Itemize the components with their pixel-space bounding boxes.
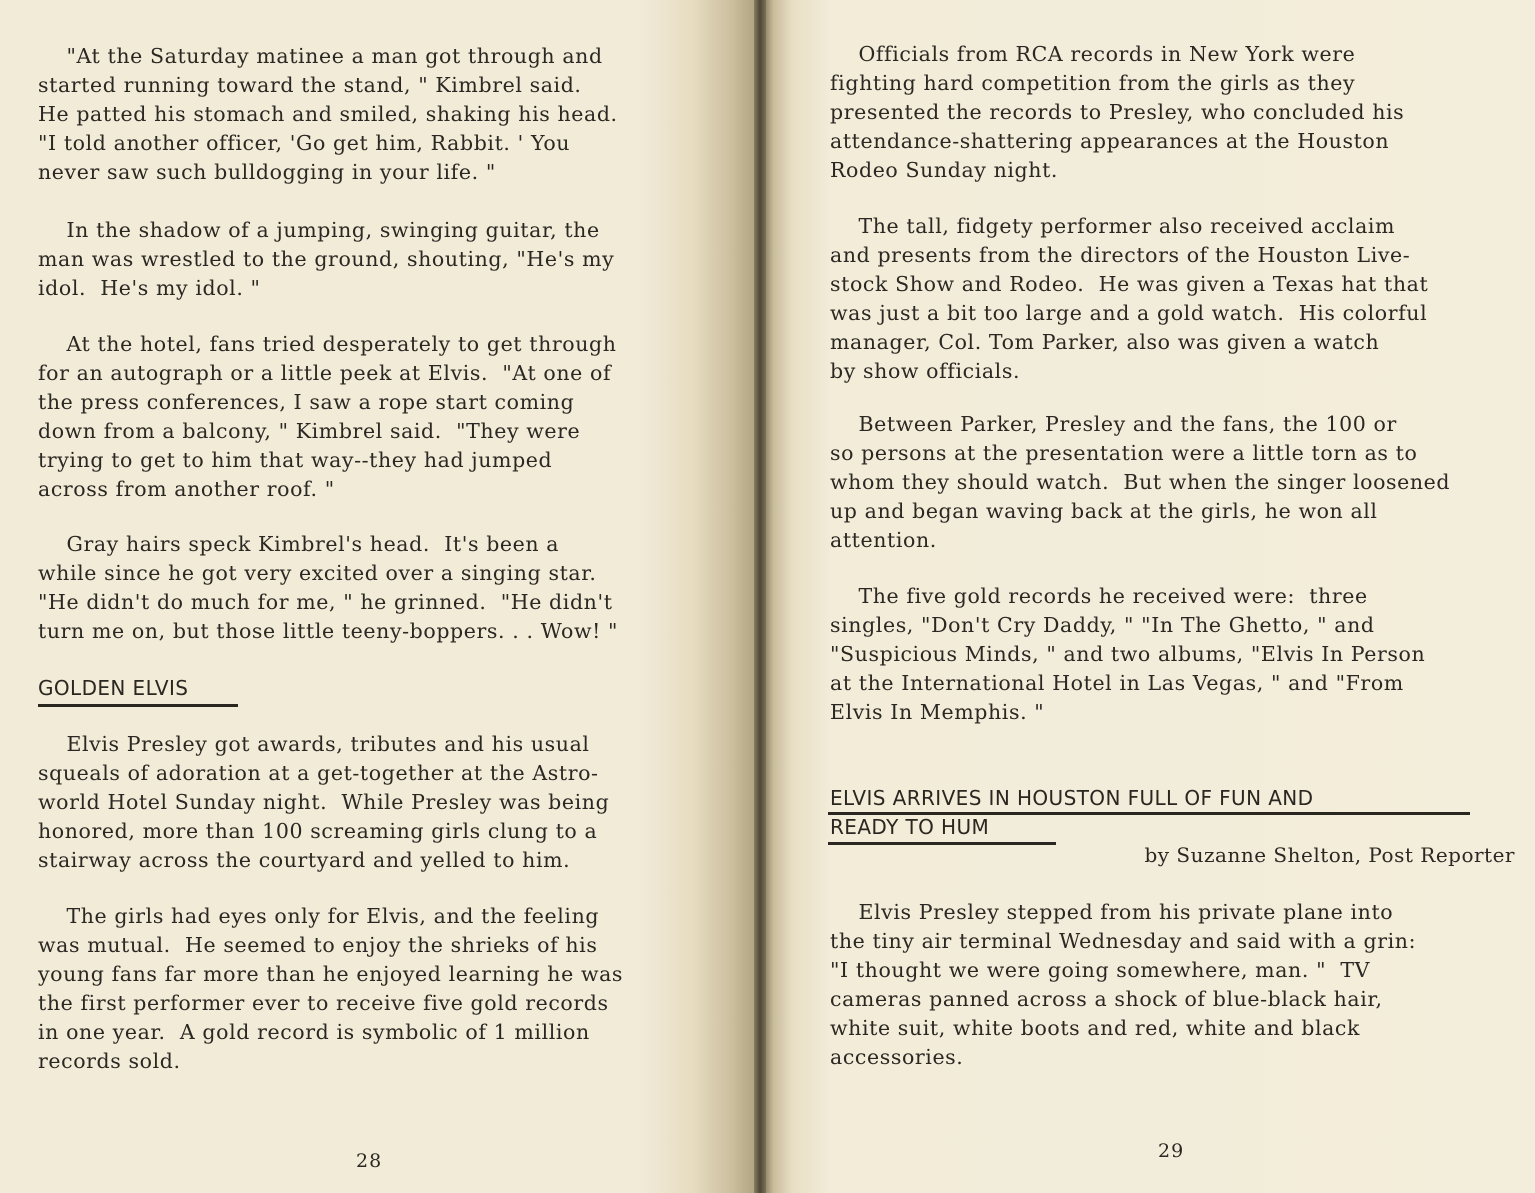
paragraph: "At the Saturday matinee a man got through and started running toward the stand, " Kimbrel said. He patted his stomach and smiled, shaking his head. "I told another officer, 'Go get him, Rabbit. ' You never saw such bulldogging in your life. ": [38, 44, 618, 184]
article-heading-line1: ELVIS ARRIVES IN HOUSTON FULL OF FUN AND: [830, 786, 1314, 810]
byline: by Suzanne Shelton, Post Reporter: [1144, 843, 1515, 867]
paragraph: In the shadow of a jumping, swinging guitar, the man was wrestled to the ground, shouting, "He's my idol. He's my idol. ": [38, 218, 615, 300]
section-heading: GOLDEN ELVIS: [38, 676, 189, 700]
left-page: [0, 0, 762, 1193]
paragraph: The girls had eyes only for Elvis, and the feeling was mutual. He seemed to enjoy the shrieks of his young fans far more than he enjoyed learning he was the first performer ever to receive five gold records in one year. A gold record is symbolic of 1 million records sold.: [38, 904, 624, 1073]
article-heading-line2: READY TO HUM: [830, 815, 990, 839]
page-number: 29: [1158, 1140, 1185, 1162]
right-page: [762, 0, 1535, 1193]
book-gutter: [754, 0, 766, 1193]
paragraph: At the hotel, fans tried desperately to get through for an autograph or a little peek at Elvis. "At one of the press conferences, I saw a rope start coming down from a balcony, " Kimbrel said. "They were trying to get to him that way--they had jumped across from another roof. ": [38, 332, 617, 501]
paragraph: Elvis Presley got awards, tributes and his usual squeals of adoration at a get-together at the Astro- world Hotel Sunday night. While Presley was being honored, more than 100 screaming girls clung to a stairway across the courtyard and yelled to him.: [38, 732, 610, 872]
paragraph: The tall, fidgety performer also received acclaim and presents from the directors of the Houston Live- stock Show and Rodeo. He was given a Texas hat that was just a bit too large and a gold watch. His colorful manager, Col. Tom Parker, also was given a watch by show officials.: [830, 214, 1429, 383]
paragraph: Officials from RCA records in New York were fighting hard competition from the girls as they presented the records to Presley, who concluded his attendance-shattering appearances at the Houston Rodeo Sunday night.: [830, 42, 1405, 182]
heading-underline: [38, 704, 238, 707]
heading-underline: [828, 842, 1056, 845]
paragraph: Between Parker, Presley and the fans, the 100 or so persons at the presentation were a little torn as to whom they should watch. But when the singer loosened up and began waving back at the girls, he won all attention.: [830, 412, 1451, 552]
page-number: 28: [356, 1150, 383, 1172]
paragraph: The five gold records he received were: three singles, "Don't Cry Daddy, " "In The Ghetto, " and "Suspicious Minds, " and two albums, "Elvis In Person at the International Hotel in Las Vegas, " and "From Elvis In Memphis. ": [830, 584, 1426, 724]
paragraph: Elvis Presley stepped from his private plane into the tiny air terminal Wednesday and said with a grin: "I thought we were going somewhere, man. " TV cameras panned across a shock of blue-black hair, white suit, white boots and red, white and black accessories.: [830, 900, 1417, 1069]
paragraph: Gray hairs speck Kimbrel's head. It's been a while since he got very excited over a singing star. "He didn't do much for me, " he grinned. "He didn't turn me on, but those little teeny-boppers. . . Wow! ": [38, 532, 619, 643]
